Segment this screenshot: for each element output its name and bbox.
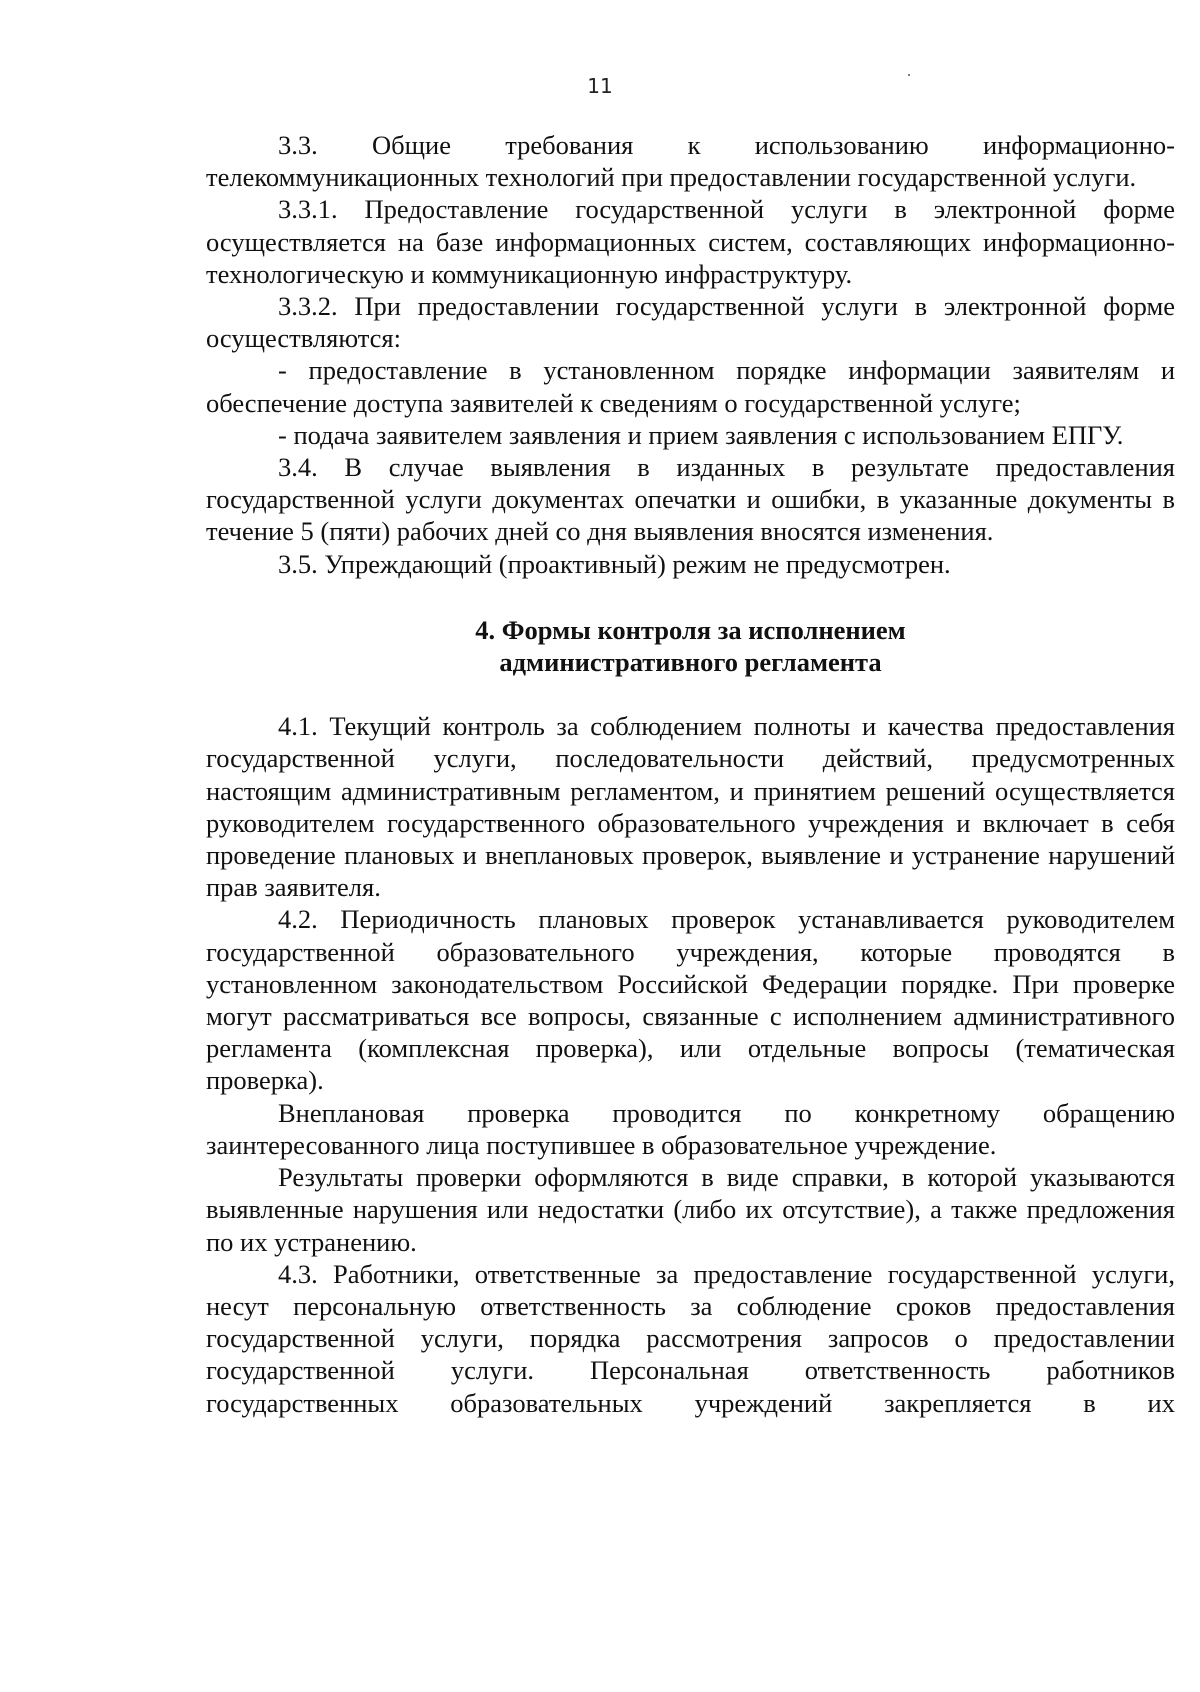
paragraph-4-2: 4.2. Периодичность плановых проверок устанавливается руководителем государственной образовательного учреждения, которые проводятся в установленном законодательством Российской Федерации порядке. При проверке могут рассматриваться все вопросы, связанные с исполнением административного регламента (комплексная проверка), или отдельные вопросы (тематическая проверка). <box>206 904 1175 1096</box>
paragraph-3-3-2: 3.3.2. При предоставлении государственной услуги в электронной форме осуществляются: <box>206 291 1175 354</box>
paragraph-3-4: 3.4. В случае выявления в изданных в результате предоставления государственной услуги документах опечатки и ошибки, в указанные документы в течение 5 (пяти) рабочих дней со дня выявления вносятся изменения. <box>206 452 1175 547</box>
scan-artifact-dot <box>908 74 910 76</box>
section-4-heading-line-1: 4. Формы контроля за исполнением <box>475 614 906 645</box>
document-body <box>206 129 1175 1419</box>
paragraph-3-3: 3.3. Общие требования к использованию информационно-телекоммуникационных технологий при предоставлении государственной услуги. <box>206 130 1175 193</box>
list-item-application: - подача заявителем заявления и прием заявления с использованием ЕПГУ. <box>278 419 1124 450</box>
paragraph-4-1: 4.1. Текущий контроль за соблюдением полноты и качества предоставления государственной услуги, последовательности действий, предусмотренных настоящим административным регламентом, и принятием решений осуществляется руководителем государственного образовательного учреждения и включает в себя проведение плановых и внеплановых проверок, выявление и устранение нарушений прав заявителя. <box>206 711 1175 903</box>
page-number: 11 <box>587 74 613 98</box>
paragraph-3-5: 3.5. Упреждающий (проактивный) режим не предусмотрен. <box>278 548 951 579</box>
paragraph-unscheduled-inspection: Внеплановая проверка проводится по конкретному обращению заинтересованного лица поступившее в образовательное учреждение. <box>206 1097 1175 1160</box>
list-item-information: - предоставление в установленном порядке информации заявителям и обеспечение доступа заявителей к сведениям о государственной услуге; <box>206 355 1175 418</box>
section-4-heading <box>206 614 1175 678</box>
paragraph-3-3-1: 3.3.1. Предоставление государственной услуги в электронной форме осуществляется на базе информационных систем, составляющих информационно-технологическую и коммуникационную инфраструктуру. <box>206 194 1175 289</box>
section-4-heading-line-2: административного регламента <box>499 647 882 678</box>
paragraph-4-3: 4.3. Работники, ответственные за предоставление государственной услуги, несут персональную ответственность за соблюдение сроков предоставления государственной услуги, порядка рассмотрения запросов о предоставлении государственной услуги. Персональная ответственность работников государственных образовательных учреждений закрепляется в их <box>206 1258 1175 1418</box>
paragraph-inspection-results: Результаты проверки оформляются в виде справки, в которой указываются выявленные нарушения или недостатки (либо их отсутствие), а также предложения по их устранению. <box>206 1162 1175 1257</box>
